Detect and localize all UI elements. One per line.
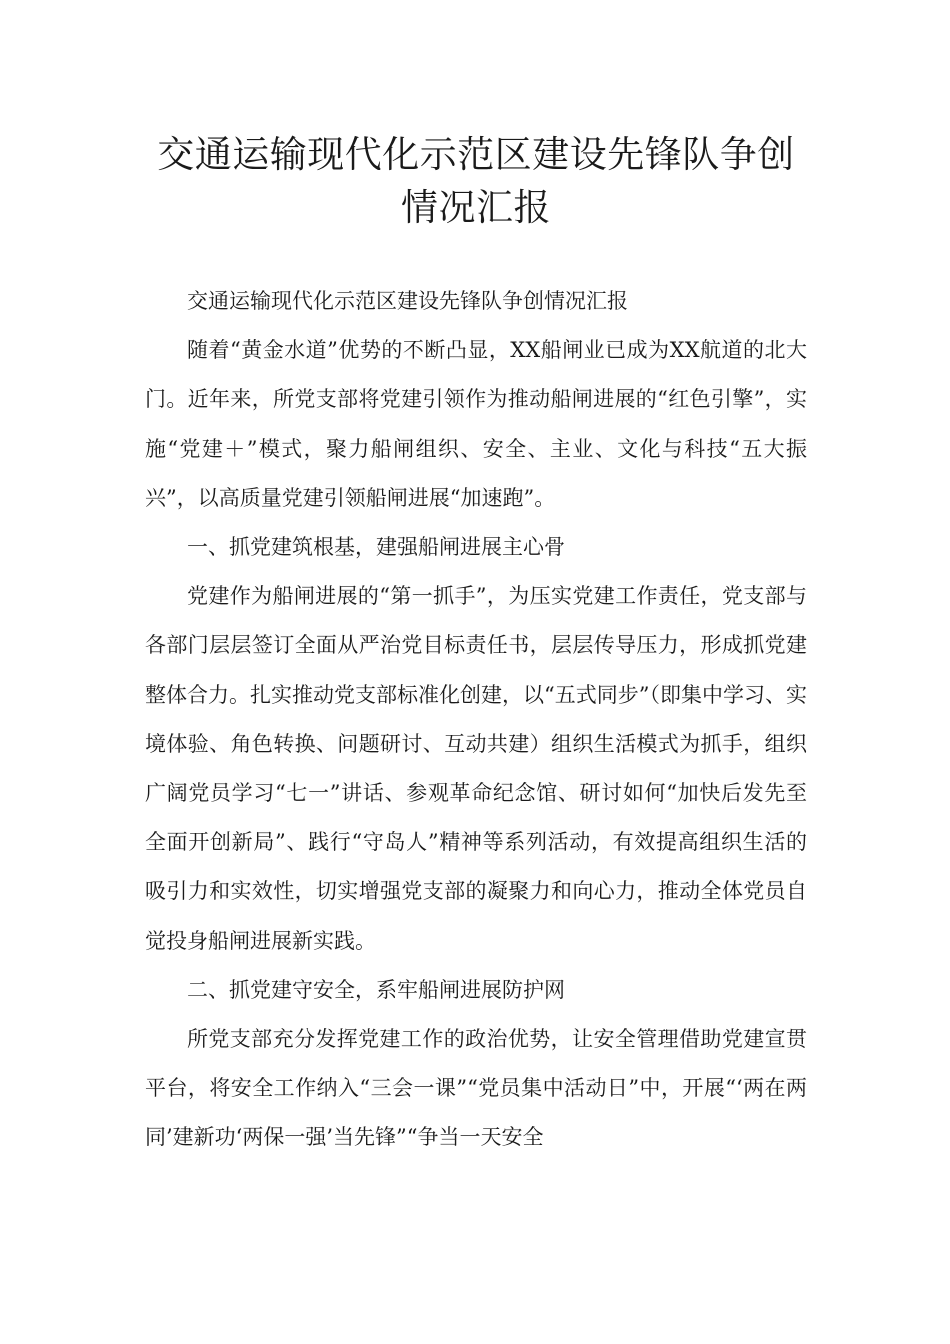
- body-paragraph-intro: 随着“黄金水道”优势的不断凸显，XX船闸业已成为XX航道的北大门。近年来，所党支部将党建引领作为推动船闸进展的“红色引擎”，实施“党建＋”模式，聚力船闸组织、安全、主业、文化与科技“五大振兴”，以高质量党建引领船闸进展“加速跑”。: [145, 338, 807, 510]
- section-heading-2: 二、抓党建守安全，系牢船闸进展防护网: [187, 977, 565, 1002]
- document-title-line-1: 交通运输现代化示范区建设先锋队争创: [157, 133, 795, 176]
- document-title-line-2: 情况汇报: [401, 186, 551, 229]
- body-paragraph-section-2: 所党支部充分发挥党建工作的政治优势，让安全管理借助党建宣贯平台，将安全工作纳入“三会一课”“党员集中活动日”中，开展“‘两在两同’建新功‘两保一强’当先锋”“争当一天安全: [145, 1027, 807, 1150]
- section-heading-1: 一、抓党建筑根基，建强船闸进展主心骨: [187, 535, 565, 560]
- body-subtitle: 交通运输现代化示范区建设先锋队争创情况汇报: [187, 289, 628, 313]
- document-body: [145, 277, 807, 1163]
- body-paragraph-section-1: 党建作为船闸进展的“第一抓手”，为压实党建工作责任，党支部与各部门层层签订全面从严治党目标责任书，层层传导压力，形成抓党建整体合力。扎实推动党支部标准化创建，以“五式同步”（即集中学习、实境体验、角色转换、问题研讨、互动共建）组织生活模式为抓手，组织广阔党员学习“七一”讲话、参观革命纪念馆、研讨如何“加快后发先至全面开创新局”、践行“守岛人”精神等系列活动，有效提高组织生活的吸引力和实效性，切实增强党支部的凝聚力和向心力，推动全体党员自觉投身船闸进展新实践。: [145, 584, 807, 953]
- document-title: [145, 128, 807, 234]
